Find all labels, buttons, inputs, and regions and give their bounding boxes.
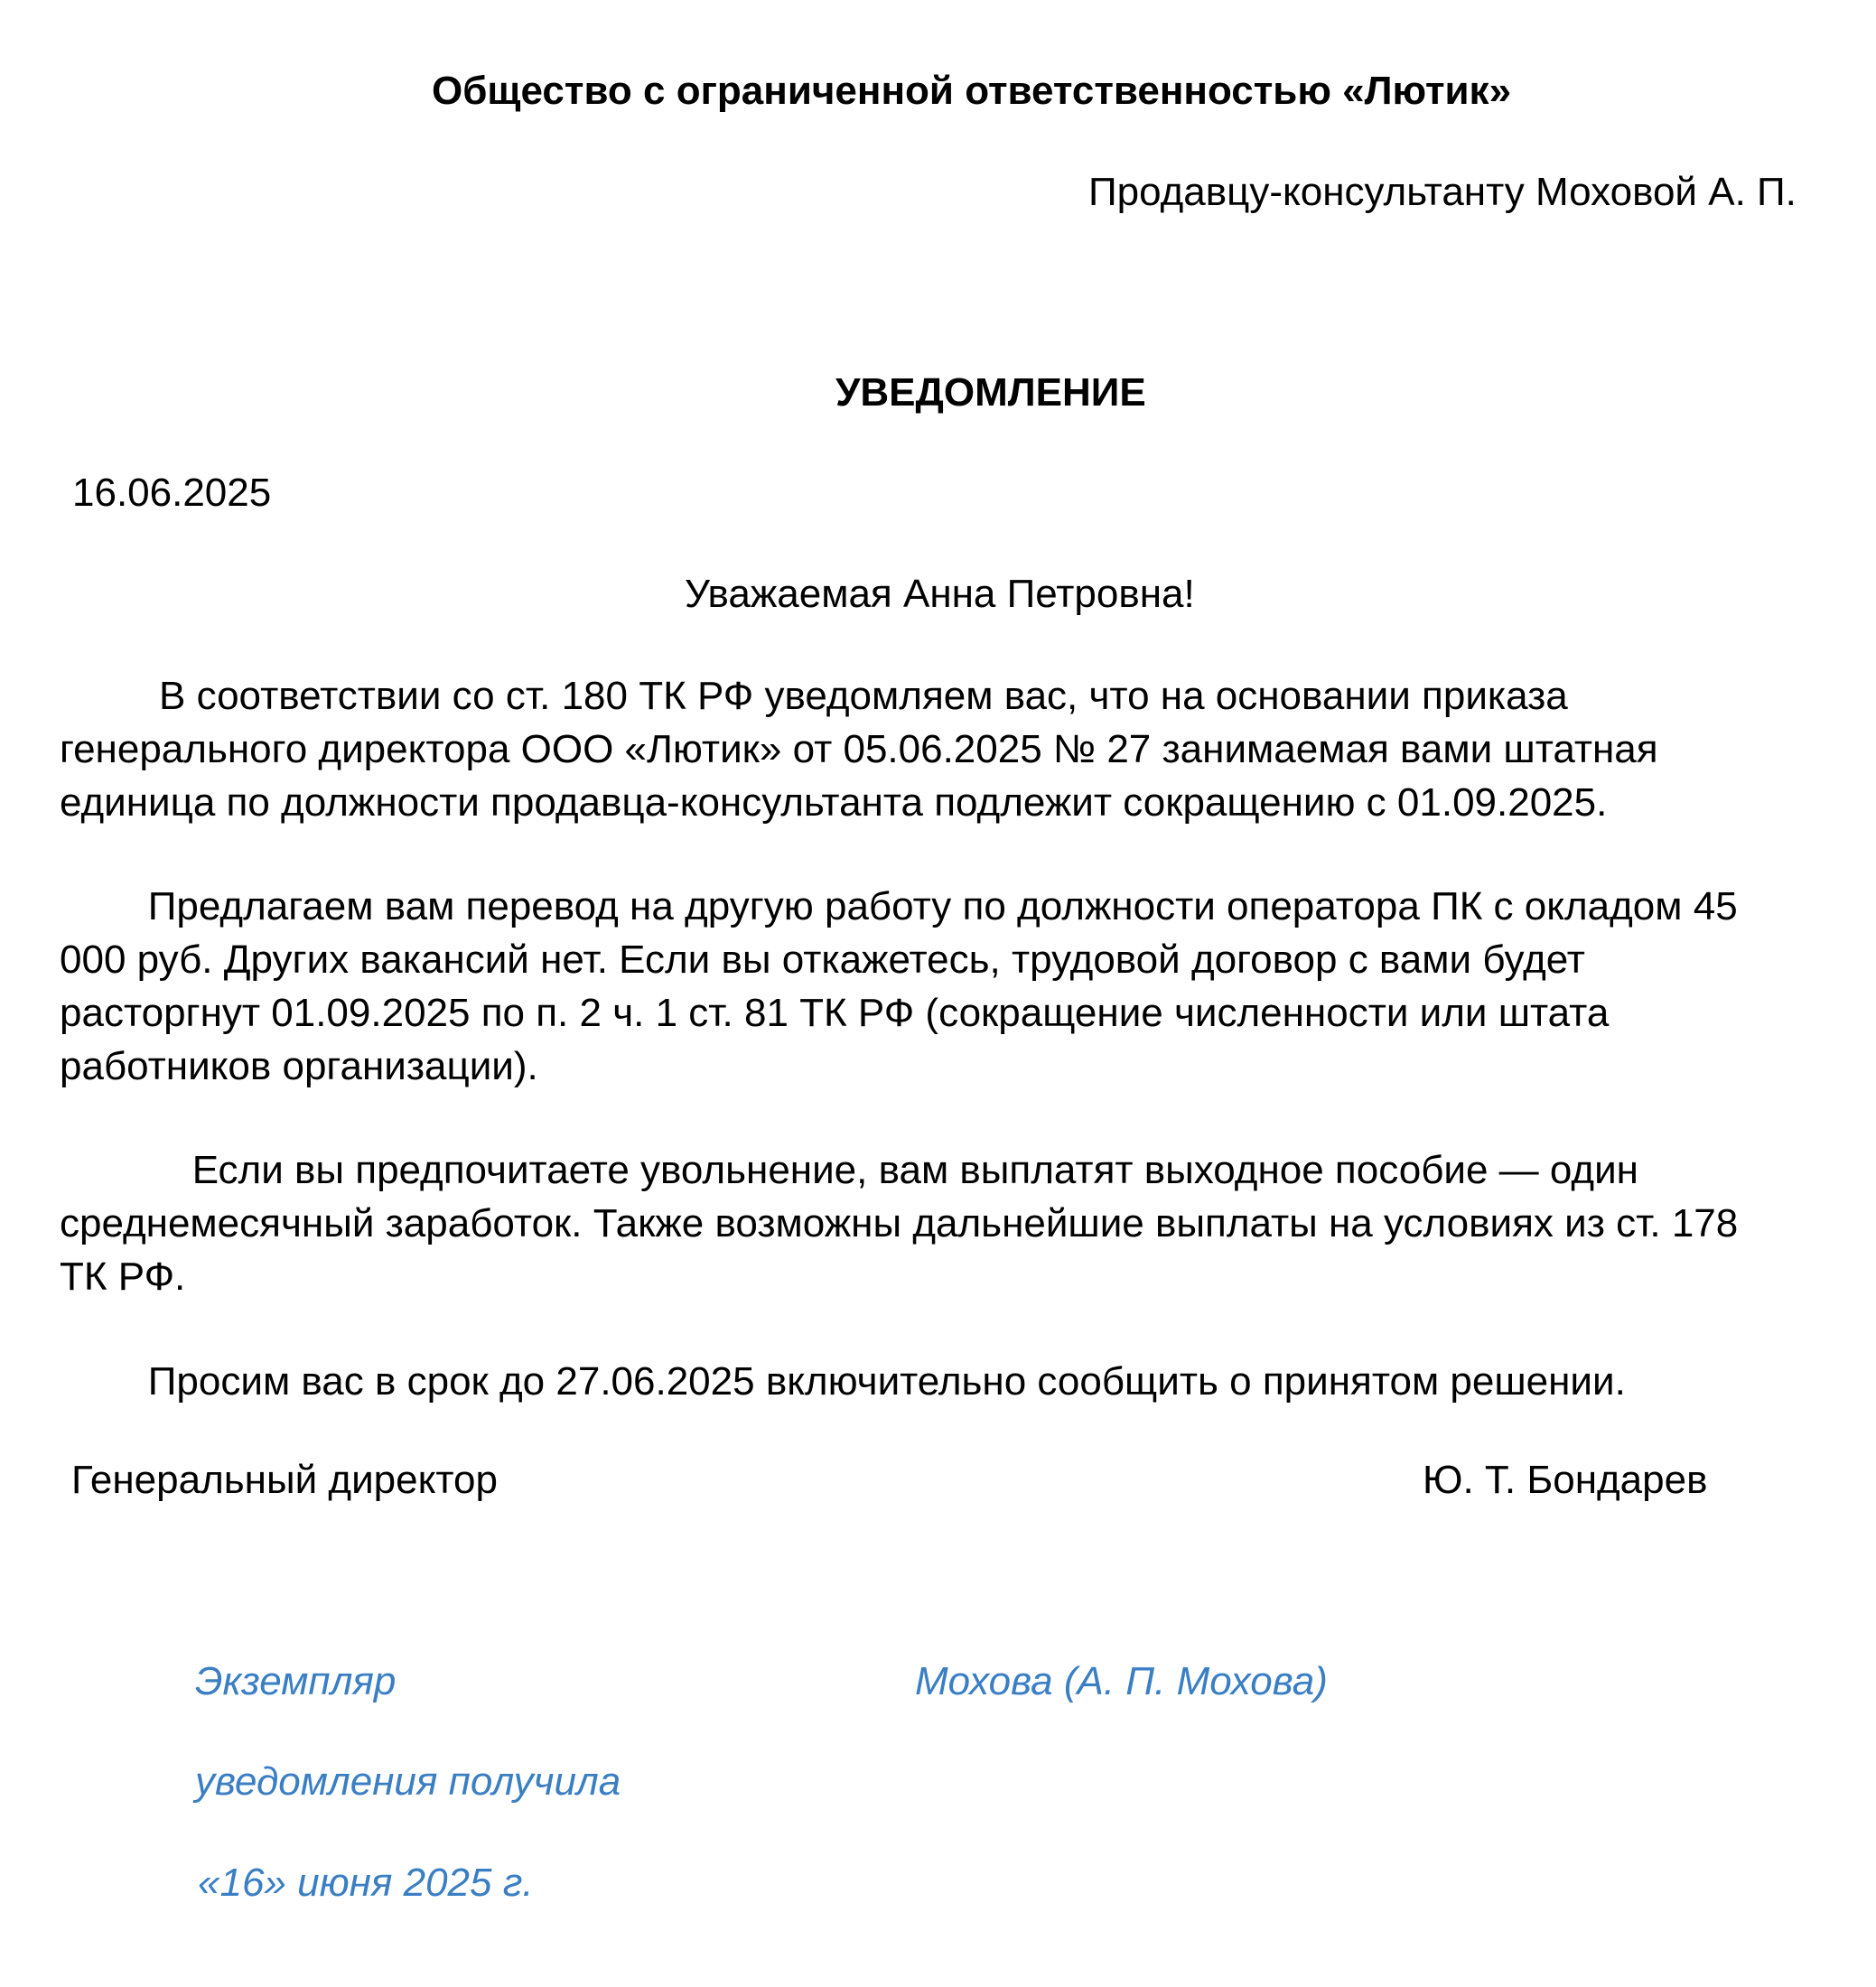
organization-name: Общество с ограниченной ответственностью «Лютик» bbox=[432, 69, 1512, 113]
body-paragraph-2: Предлагаем вам перевод на другую работу по должности оператора ПК с окладом 45 000 руб. Других вакансий нет. Если вы откажетесь, трудовой договор с вами будет расторгнут 01.09.2025 по п. 2 ч. 1 ст. 81 ТК РФ (сокращение численности или штата работников организации). bbox=[60, 884, 1738, 1088]
acknowledgement-date: «16» июня 2025 г. bbox=[198, 1861, 534, 1905]
body-paragraph-3: Если вы предпочитаете увольнение, вам выплатят выходное пособие — один среднемесячный заработок. Также возможны дальнейшие выплаты на условиях из ст. 178 ТК РФ. bbox=[60, 1148, 1739, 1299]
document-title: УВЕДОМЛЕНИЕ bbox=[835, 370, 1146, 415]
salutation: Уважаемая Анна Петровна! bbox=[685, 572, 1195, 616]
document-date: 16.06.2025 bbox=[72, 471, 272, 515]
acknowledgement-line-1: Экземпляр bbox=[195, 1659, 397, 1703]
signature-name: Ю. Т. Бондарев bbox=[1423, 1458, 1708, 1502]
signature-position: Генеральный директор bbox=[71, 1458, 498, 1502]
body-paragraph-1: В соответствии со ст. 180 ТК РФ уведомляем вас, что на основании приказа генерального директора ООО «Лютик» от 05.06.2025 № 27 занимаемая вами штатная единица по должности продавца-консультанта подлежит сокращению с 01.09.2025. bbox=[60, 674, 1658, 825]
body-paragraph-4: Просим вас в срок до 27.06.2025 включительно сообщить о принятом решении. bbox=[60, 1359, 1626, 1404]
addressee: Продавцу-консультанту Моховой А. П. bbox=[1088, 170, 1797, 214]
acknowledgement-signature: Мохова (А. П. Мохова) bbox=[915, 1659, 1328, 1703]
acknowledgement-line-2: уведомления получила bbox=[195, 1759, 621, 1804]
